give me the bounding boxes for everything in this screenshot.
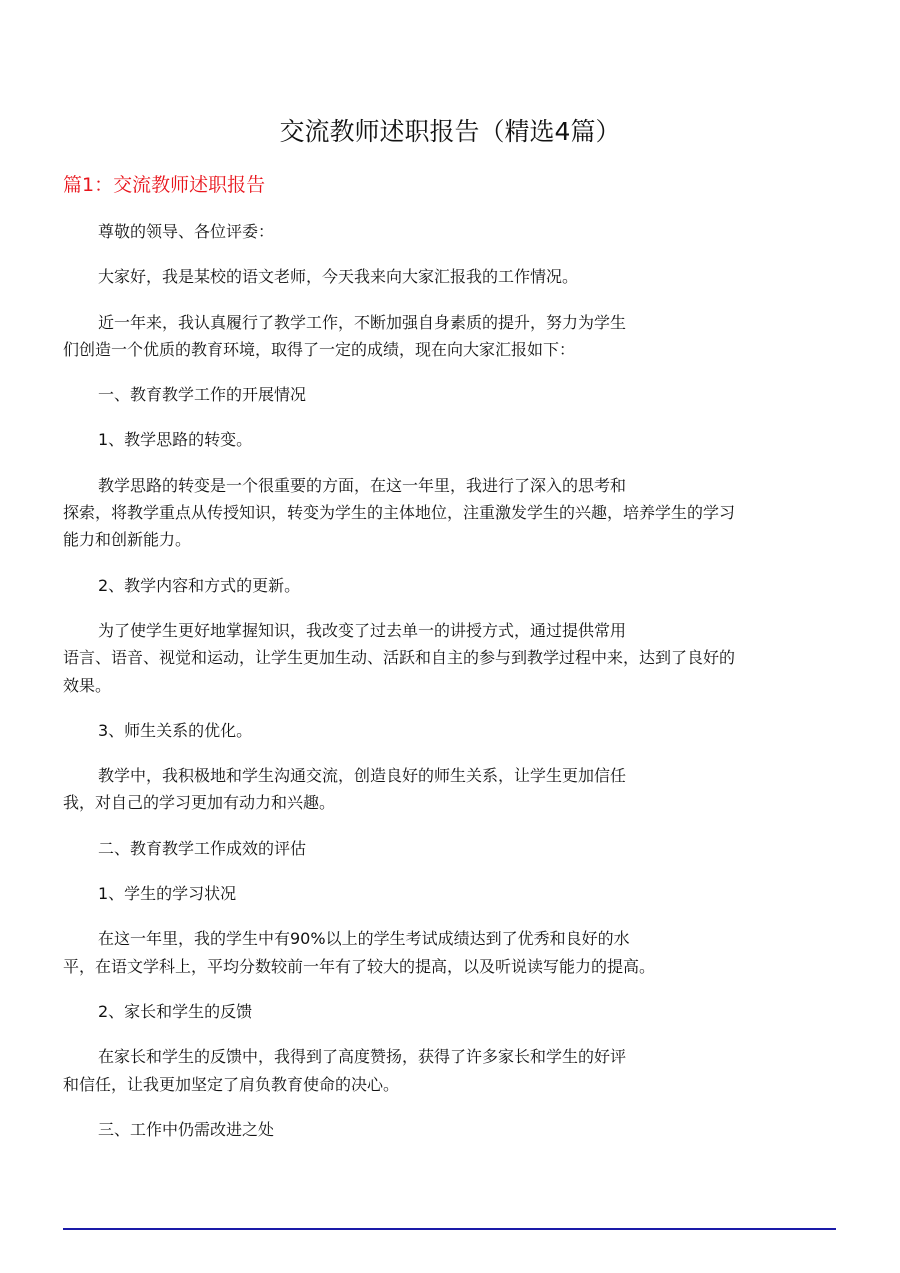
- paragraph-line: 教学思路的转变是一个很重要的方面，在这一年里，我进行了深入的思考和: [98, 475, 627, 495]
- paragraph-line: 3、师生关系的优化。: [98, 720, 253, 740]
- paragraph-line: 能力和创新能力。: [63, 530, 192, 550]
- paragraph-line: 近一年来，我认真履行了教学工作，不断加强自身素质的提升，努力为学生: [98, 312, 627, 332]
- paragraph: [63, 925, 843, 980]
- paragraph-line: 二、教育教学工作成效的评估: [98, 838, 307, 858]
- paragraph: [63, 263, 843, 290]
- paragraph-line: 们创造一个优质的教育环境，取得了一定的成绩，现在向大家汇报如下：: [63, 339, 576, 359]
- paragraph-line: 2、教学内容和方式的更新。: [98, 575, 301, 595]
- paragraph-line: 语言、语音、视觉和运动，让学生更加生动、活跃和自主的参与到教学过程中来，达到了良好的: [63, 648, 736, 668]
- paragraph-line: 大家好，我是某校的语文老师，今天我来向大家汇报我的工作情况。: [98, 267, 579, 287]
- paragraph-line: 为了使学生更好地掌握知识，我改变了过去单一的讲授方式，通过提供常用: [98, 620, 627, 640]
- paragraph-line: 在这一年里，我的学生中有90%以上的学生考试成绩达到了优秀和良好的水: [98, 929, 630, 949]
- paragraph-line: 2、家长和学生的反馈: [98, 1001, 253, 1021]
- paragraph: [63, 998, 843, 1025]
- paragraph-line: 尊敬的领导、各位评委：: [98, 222, 275, 241]
- paragraph: [63, 472, 843, 554]
- paragraph-line: 在家长和学生的反馈中，我得到了高度赞扬，获得了许多家长和学生的好评: [98, 1047, 627, 1067]
- paragraph: [63, 1043, 843, 1098]
- paragraph-line: 三、工作中仍需改进之处: [98, 1119, 275, 1139]
- paragraph: [63, 1116, 843, 1143]
- paragraph: [63, 762, 843, 817]
- paragraph: [63, 309, 843, 364]
- paragraph-line: 平，在语文学科上，平均分数较前一年有了较大的提高，以及听说读写能力的提高。: [63, 956, 656, 976]
- paragraph: [63, 381, 843, 408]
- paragraph: [63, 426, 843, 453]
- paragraph: [63, 572, 843, 599]
- paragraph-line: 我，对自己的学习更加有动力和兴趣。: [63, 793, 336, 813]
- document-body: [63, 218, 843, 1161]
- paragraph: [63, 717, 843, 744]
- paragraph-line: 1、学生的学习状况: [98, 884, 237, 904]
- paragraph: [63, 880, 843, 907]
- paragraph-line: 1、教学思路的转变。: [98, 430, 253, 450]
- paragraph: [63, 218, 843, 245]
- paragraph-line: 和信任，让我更加坚定了肩负教育使命的决心。: [63, 1074, 400, 1094]
- paragraph-line: 探索，将教学重点从传授知识，转变为学生的主体地位，注重激发学生的兴趣，培养学生的学习: [63, 503, 736, 523]
- document-title: 交流教师述职报告（精选4篇）: [279, 117, 621, 146]
- paragraph-line: 效果。: [63, 675, 112, 695]
- paragraph: [63, 617, 843, 699]
- paragraph: [63, 835, 843, 862]
- paragraph-line: 一、教育教学工作的开展情况: [98, 385, 307, 405]
- paragraph-line: 教学中，我积极地和学生沟通交流，创造良好的师生关系，让学生更加信任: [98, 766, 627, 786]
- section-heading: 篇1：交流教师述职报告: [63, 174, 266, 196]
- footer-divider: [63, 1228, 836, 1230]
